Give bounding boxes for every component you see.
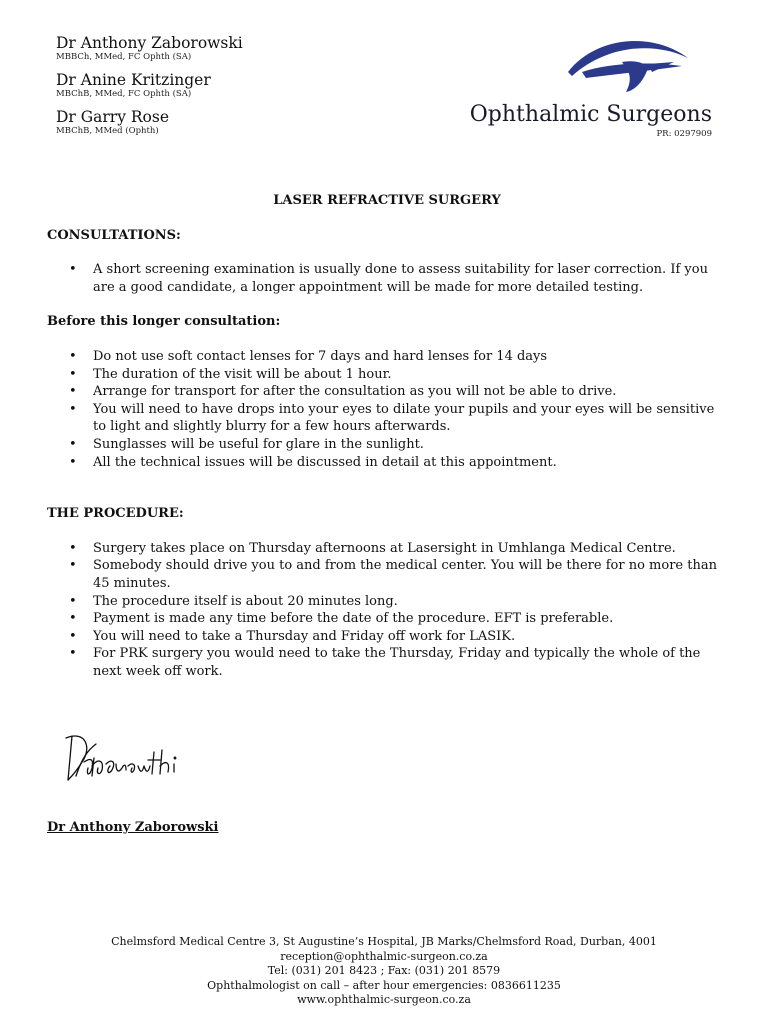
bullet-icon: • (69, 540, 77, 556)
list-item-text: Somebody should drive you to and from the medical center. You will be there for no more than 45 minutes. (93, 558, 717, 591)
list-item (47, 366, 727, 384)
list-item-text: The duration of the visit will be about 1 hour. (93, 366, 392, 382)
list-item (47, 436, 727, 454)
doctors-list (56, 34, 243, 145)
doctor-name: Dr Anthony Zaborowski (56, 34, 243, 52)
footer-email: reception@ophthalmic-surgeon.co.za (280, 949, 488, 963)
consultations-heading: CONSULTATIONS: (47, 227, 181, 243)
doctor-entry (56, 108, 243, 137)
list-item (47, 401, 727, 436)
list-item-text: For PRK surgery you would need to take the Thursday, Friday and typically the whole of the next week off work. (93, 646, 701, 679)
doctor-qualifications: MBChB, MMed (Ophth) (56, 126, 159, 136)
doctor-name: Dr Garry Rose (56, 108, 170, 126)
bullet-icon: • (69, 646, 77, 662)
doctor-qualifications: MBChB, MMed, FC Ophth (SA) (56, 89, 192, 99)
list-item (47, 348, 727, 366)
bullet-icon: • (69, 593, 77, 609)
list-item-text: Payment is made any time before the date of the procedure. EFT is preferable. (93, 611, 614, 627)
bullet-icon: • (69, 348, 77, 364)
list-item (47, 454, 727, 472)
list-item (47, 628, 727, 646)
bullet-icon: • (69, 454, 77, 470)
eye-logo-icon (564, 32, 690, 94)
letter-body (47, 192, 727, 697)
procedure-list (47, 540, 727, 681)
bullet-icon: • (69, 384, 77, 400)
letter-footer (0, 935, 768, 1008)
procedure-heading: THE PROCEDURE: (47, 506, 184, 522)
signatory-name: Dr Anthony Zaborowski (47, 820, 219, 835)
list-item (47, 610, 727, 628)
handwritten-signature (62, 728, 192, 788)
doctor-entry (56, 34, 243, 63)
before-consultation-list (47, 348, 727, 471)
footer-on-call: Ophthalmologist on call – after hour emergencies: 0836611235 (207, 978, 561, 992)
before-consultation-heading: Before this longer consultation: (47, 314, 281, 330)
bullet-icon: • (69, 366, 77, 382)
list-item-text: Sunglasses will be useful for glare in the sunlight. (93, 436, 424, 452)
practice-logo (452, 28, 712, 148)
footer-website: www.ophthalmic-surgeon.co.za (297, 993, 471, 1007)
list-item (47, 261, 727, 296)
list-item-text: You will need to take a Thursday and Friday off work for LASIK. (93, 628, 516, 644)
bullet-icon: • (69, 628, 77, 644)
consultations-list (47, 261, 727, 296)
list-item-text: Surgery takes place on Thursday afternoons at Lasersight in Umhlanga Medical Centre. (93, 540, 676, 556)
practice-number: PR: 0297909 (656, 129, 712, 139)
doctor-entry (56, 71, 243, 100)
list-item-text: Do not use soft contact lenses for 7 days and hard lenses for 14 days (93, 348, 548, 364)
list-item-text: All the technical issues will be discussed in detail at this appointment. (93, 454, 557, 470)
list-item (47, 540, 727, 558)
list-item (47, 383, 727, 401)
document-title: LASER REFRACTIVE SURGERY (273, 193, 501, 208)
footer-address: Chelmsford Medical Centre 3, St Augustine’s Hospital, JB Marks/Chelmsford Road, Durban, 4001 (111, 935, 657, 948)
list-item-text: You will need to have drops into your eyes to dilate your pupils and your eyes will be sensitive to light and slightly blurry for a few hours afterwards. (93, 401, 715, 435)
spacer (47, 488, 727, 505)
list-item (47, 645, 727, 680)
bullet-icon: • (69, 436, 77, 452)
bullet-icon: • (69, 401, 77, 417)
bullet-icon: • (69, 611, 77, 627)
list-item (47, 593, 727, 611)
list-item-text: The procedure itself is about 20 minutes long. (93, 593, 398, 609)
doctor-qualifications: MBBCh, MMed, FC Ophth (SA) (56, 52, 192, 62)
bullet-icon: • (69, 262, 77, 278)
doctor-name: Dr Anine Kritzinger (56, 71, 211, 89)
footer-phone: Tel: (031) 201 8423 ; Fax: (031) 201 8579 (267, 964, 501, 978)
list-item (47, 557, 727, 592)
practice-name: Ophthalmic Surgeons (469, 102, 712, 127)
list-item-text: Arrange for transport for after the consultation as you will not be able to drive. (93, 384, 617, 400)
list-item-text: A short screening examination is usually done to assess suitability for laser correction. If you are a good candidate, a longer appointment will be made for more detailed testing. (93, 262, 708, 295)
bullet-icon: • (69, 558, 77, 574)
